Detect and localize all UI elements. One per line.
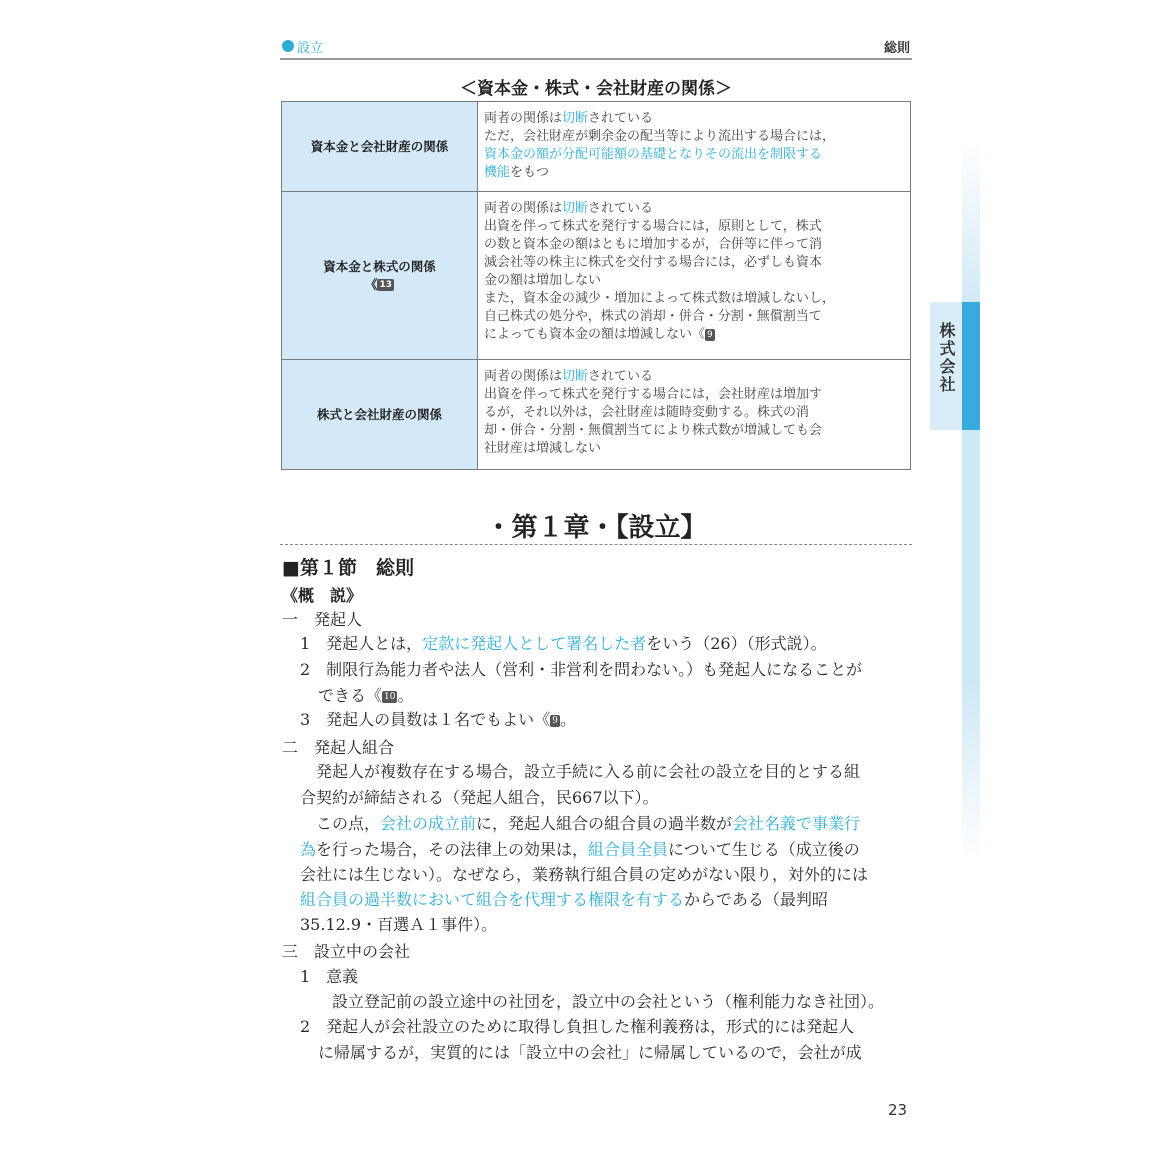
item-2: 2 発起人が会社設立のために取得し負担した権利義務は，形式的には発起人 [300,1017,855,1036]
side-gradient-band [962,140,980,860]
row-label: 株式と会社財産の関係 [282,360,478,470]
heading-promoter: 一 発起人 [282,610,363,629]
paragraph: この点，会社の成立前に，発起人組合の組合員の過半数が会社名義で事業行 [316,814,861,833]
table-row [282,360,911,470]
chapter-divider [280,544,912,545]
paragraph: 発起人が複数存在する場合，設立手続に入る前に会社の設立を目的とする組 [316,762,861,781]
row-description: 両者の関係は切断されている 出資を伴って株式を発行する場合には，会社財産は増加す るが，それ以外は，会社財産は随時変動する。株式の消 却・併合・分割・無償割当てにより株式数が増減しても会 社財産は増減しない [478,360,911,470]
paragraph: 会社には生じない）。なぜなら，業務執行組合員の定めがない限り，対外的には [300,865,869,884]
paragraph: 設立登記前の設立途中の社団を，設立中の会社という（権利能力なき社団）。 [332,992,885,1011]
row-description: 両者の関係は切断されている ただ，会社財産が剰余金の配当等により流出する場合には， 資本金の額が分配可能額の基礎となりその流出を制限する 機能をもつ [478,102,911,192]
running-header [280,36,912,60]
page-number: 23 [888,1101,908,1119]
row-label: 資本金と会社財産の関係 [282,102,478,192]
bullet-dot-icon [282,40,294,52]
table-row [282,192,911,360]
overview-label: 《概 説》 [282,586,363,605]
heading-promoter-union: 二 発起人組合 [282,738,395,757]
header-right: 総則 [883,41,910,56]
exam-mark: 13 [379,280,393,290]
row-description: 両者の関係は切断されている 出資を伴って株式を発行する場合には，原則として，株式 の数と資本金の額はともに増加するが，合併等に伴って消 滅会社等の株主に株式を交付する場合には，必ずしも資本 金の額は増加しない また，資本金の減少・増加によって株式数は増減しないし， 自己株式の処分や，株式の消却・併合・分割・無償割当て によっても資本金の額は増減しない《 9 [478,192,911,360]
exam-mark: 10 [384,691,396,702]
table-row [282,102,911,192]
relationship-table [281,101,911,470]
heading-company-in-formation: 三 設立中の会社 [282,942,411,961]
item-2: 2 制限行為能力者や法人（営利・非営利を問わない。）も発起人になることが [300,660,863,679]
paragraph: 組合員の過半数において組合を代理する権限を有するからである（最判昭 [300,890,828,909]
side-tab-label: 株式会社 [937,322,956,394]
paragraph: に帰属するが，実質的には「設立中の会社」に帰属しているので，会社が成 [318,1043,862,1062]
exam-mark: 9 [707,329,713,340]
section-title: ■第１節 総則 [282,557,414,579]
item-2-cont: できる《 10 。 [318,686,414,705]
paragraph: 為を行った場合，その法律上の効果は，組合員全員について生じる（成立後の [300,840,860,859]
header-section: 設立 [297,41,324,56]
chapter-title: ・第１章・【設立】 [485,513,707,543]
paragraph: 合契約が締結される（発起人組合，民667以下）。 [300,788,659,807]
table-title: ＜資本金・株式・会社財産の関係＞ [460,79,732,99]
item-3: 3 発起人の員数は１名でもよい《 9 。 [300,710,576,729]
exam-mark: 9 [552,715,558,726]
paragraph: 35.12.9・百選Ａ１事件）。 [300,915,498,934]
row-label: 資本金と株式の関係 《 13 [282,192,478,360]
item-1: 1 発起人とは，定款に発起人として署名した者をいう（26）（形式説）。 [300,634,827,653]
item-1: 1 意義 [300,967,359,986]
side-tab-accent [962,302,980,430]
